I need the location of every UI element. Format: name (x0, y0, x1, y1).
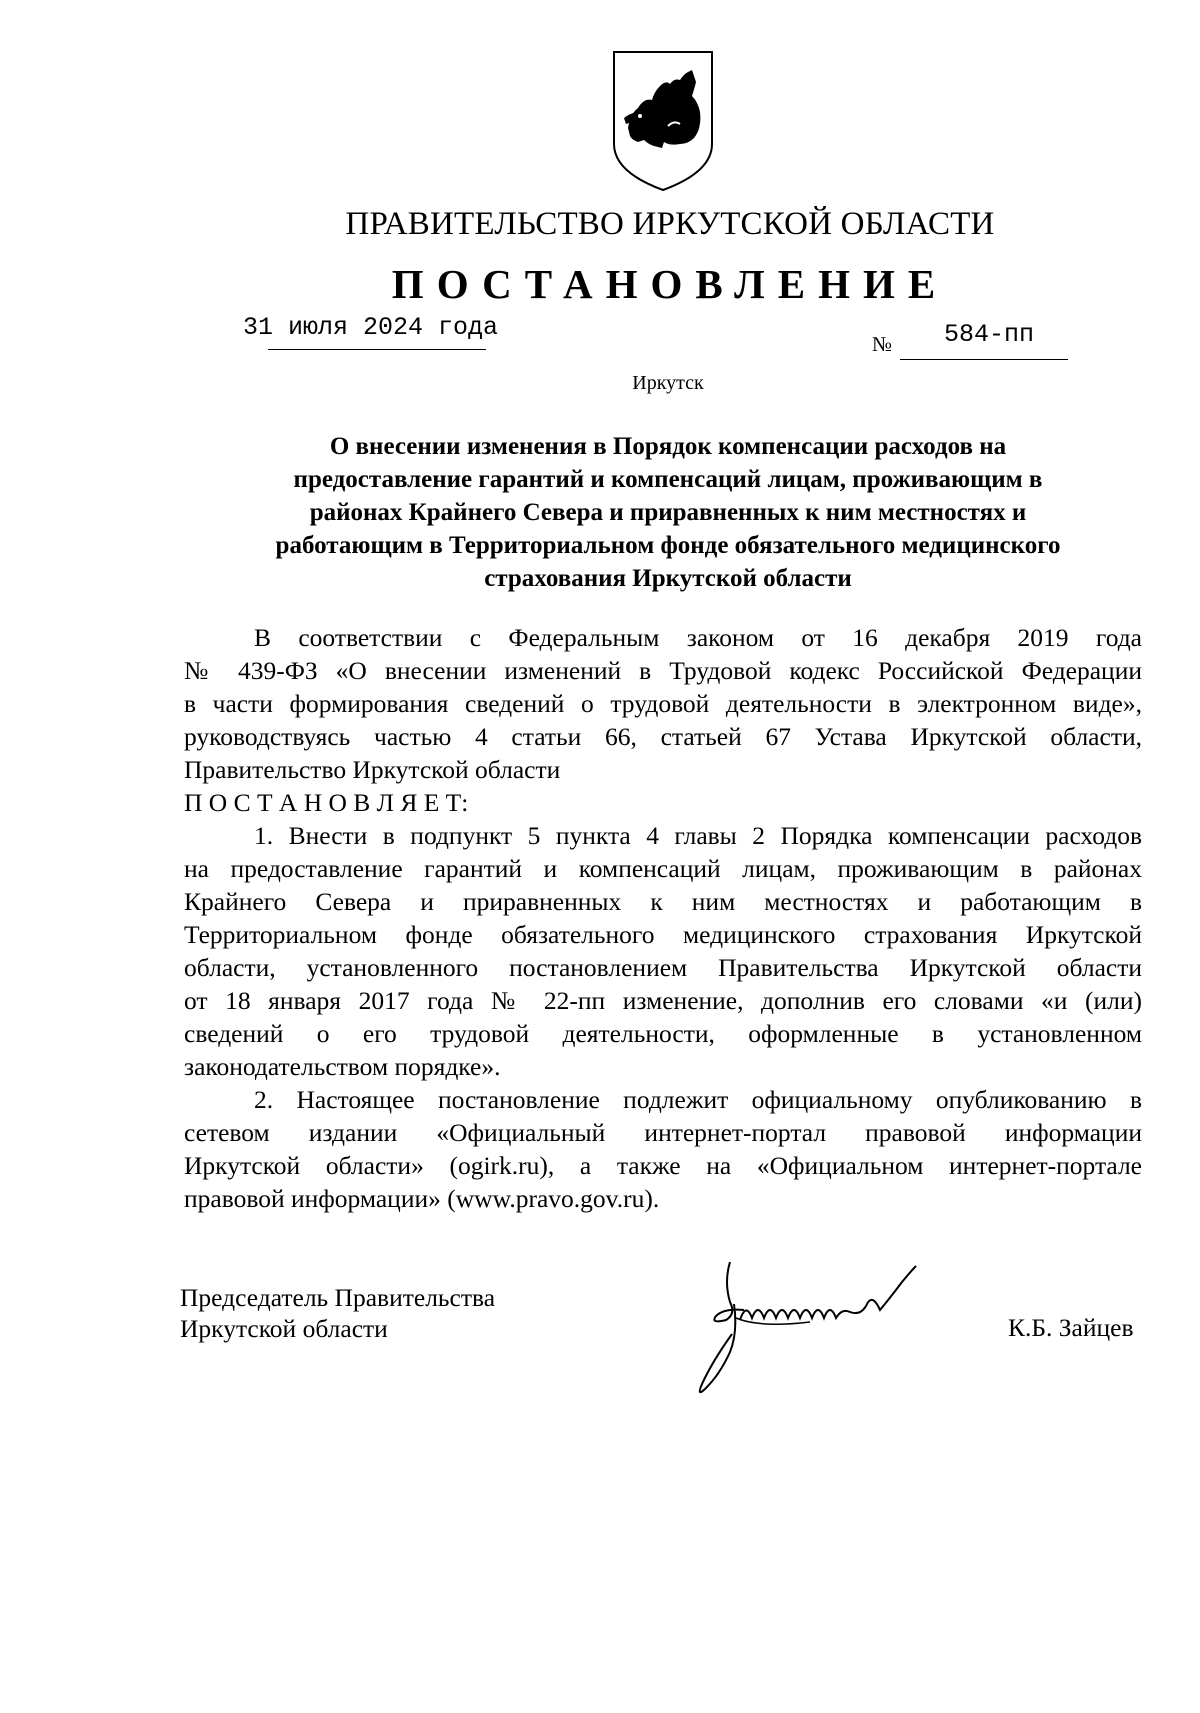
document-title (198, 430, 1138, 595)
coat-of-arms-icon (608, 48, 718, 194)
preamble-line: руководствуясь частью 4 статьи 66, статьей 67 Устава Иркутской области, (184, 722, 1142, 751)
item1-line: 1. Внести в подпункт 5 пункта 4 главы 2 Порядка компенсации расходов (254, 821, 1142, 850)
signatory-position-line: Председатель Правительства (180, 1283, 496, 1312)
title-line: районах Крайнего Севера и приравненных к ним местностях и (309, 499, 1027, 526)
item2-line: Иркутской области» (ogirk.ru), а также на «Официальном интернет-портале (184, 1151, 1142, 1180)
item1-line: Крайнего Севера и приравненных к ним местностях и работающим в (184, 887, 1142, 916)
signatory-position (180, 1282, 495, 1344)
item1-line: сведений о его трудовой деятельности, оформленные в установленном (184, 1019, 1142, 1048)
number-underline (900, 359, 1068, 360)
document-number: 584-пп (944, 320, 1035, 349)
title-line: О внесении изменения в Порядок компенсации расходов на (329, 433, 1007, 460)
item2-line: правовой информации» (www.pravo.gov.ru). (184, 1184, 660, 1213)
title-line: страхования Иркутской области (484, 565, 852, 592)
item1-line: области, установленного постановлением Правительства Иркутской области (184, 953, 1142, 982)
item1-line: законодательством порядке». (184, 1052, 501, 1081)
item2-line: 2. Настоящее постановление подлежит официальному опубликованию в (254, 1085, 1142, 1114)
handwritten-signature (690, 1262, 960, 1402)
preamble-line: В соответствии с Федеральным законом от 16 декабря 2019 года (254, 623, 1142, 652)
signatory-position-line: Иркутской области (180, 1314, 388, 1343)
title-line: предоставление гарантий и компенсаций лицам, проживающим в (293, 466, 1043, 493)
number-sign: № (872, 332, 893, 356)
preamble-line: в части формирования сведений о трудовой деятельности в электронном виде», (184, 689, 1142, 718)
preamble-line: № 439-ФЗ «О внесении изменений в Трудовой кодекс Российской Федерации (184, 656, 1142, 685)
document-type: ПОСТАНОВЛЕНИЕ (391, 261, 949, 307)
date-underline (268, 349, 486, 350)
item2-line: сетевом издании «Официальный интернет-портал правовой информации (184, 1118, 1142, 1147)
item1-line: Территориальном фонде обязательного медицинского страхования Иркутской (184, 920, 1142, 949)
title-line: работающим в Территориальном фонде обязательного медицинского (275, 532, 1061, 559)
item1-line: на предоставление гарантий и компенсаций лицам, проживающим в районах (184, 854, 1142, 883)
decree-word: П О С Т А Н О В Л Я Е Т: (184, 788, 469, 817)
city-name: Иркутск (632, 372, 704, 394)
preamble (184, 621, 1142, 1215)
signatory-name: К.Б. Зайцев (1008, 1313, 1134, 1342)
item1-line: от 18 января 2017 года № 22-пп изменение, дополнив его словами «и (или) (184, 986, 1142, 1015)
document-date: 31 июля 2024 года (243, 313, 499, 342)
government-name: ПРАВИТЕЛЬСТВО ИРКУТСКОЙ ОБЛАСТИ (345, 206, 995, 242)
preamble-line: Правительство Иркутской области (184, 755, 561, 784)
